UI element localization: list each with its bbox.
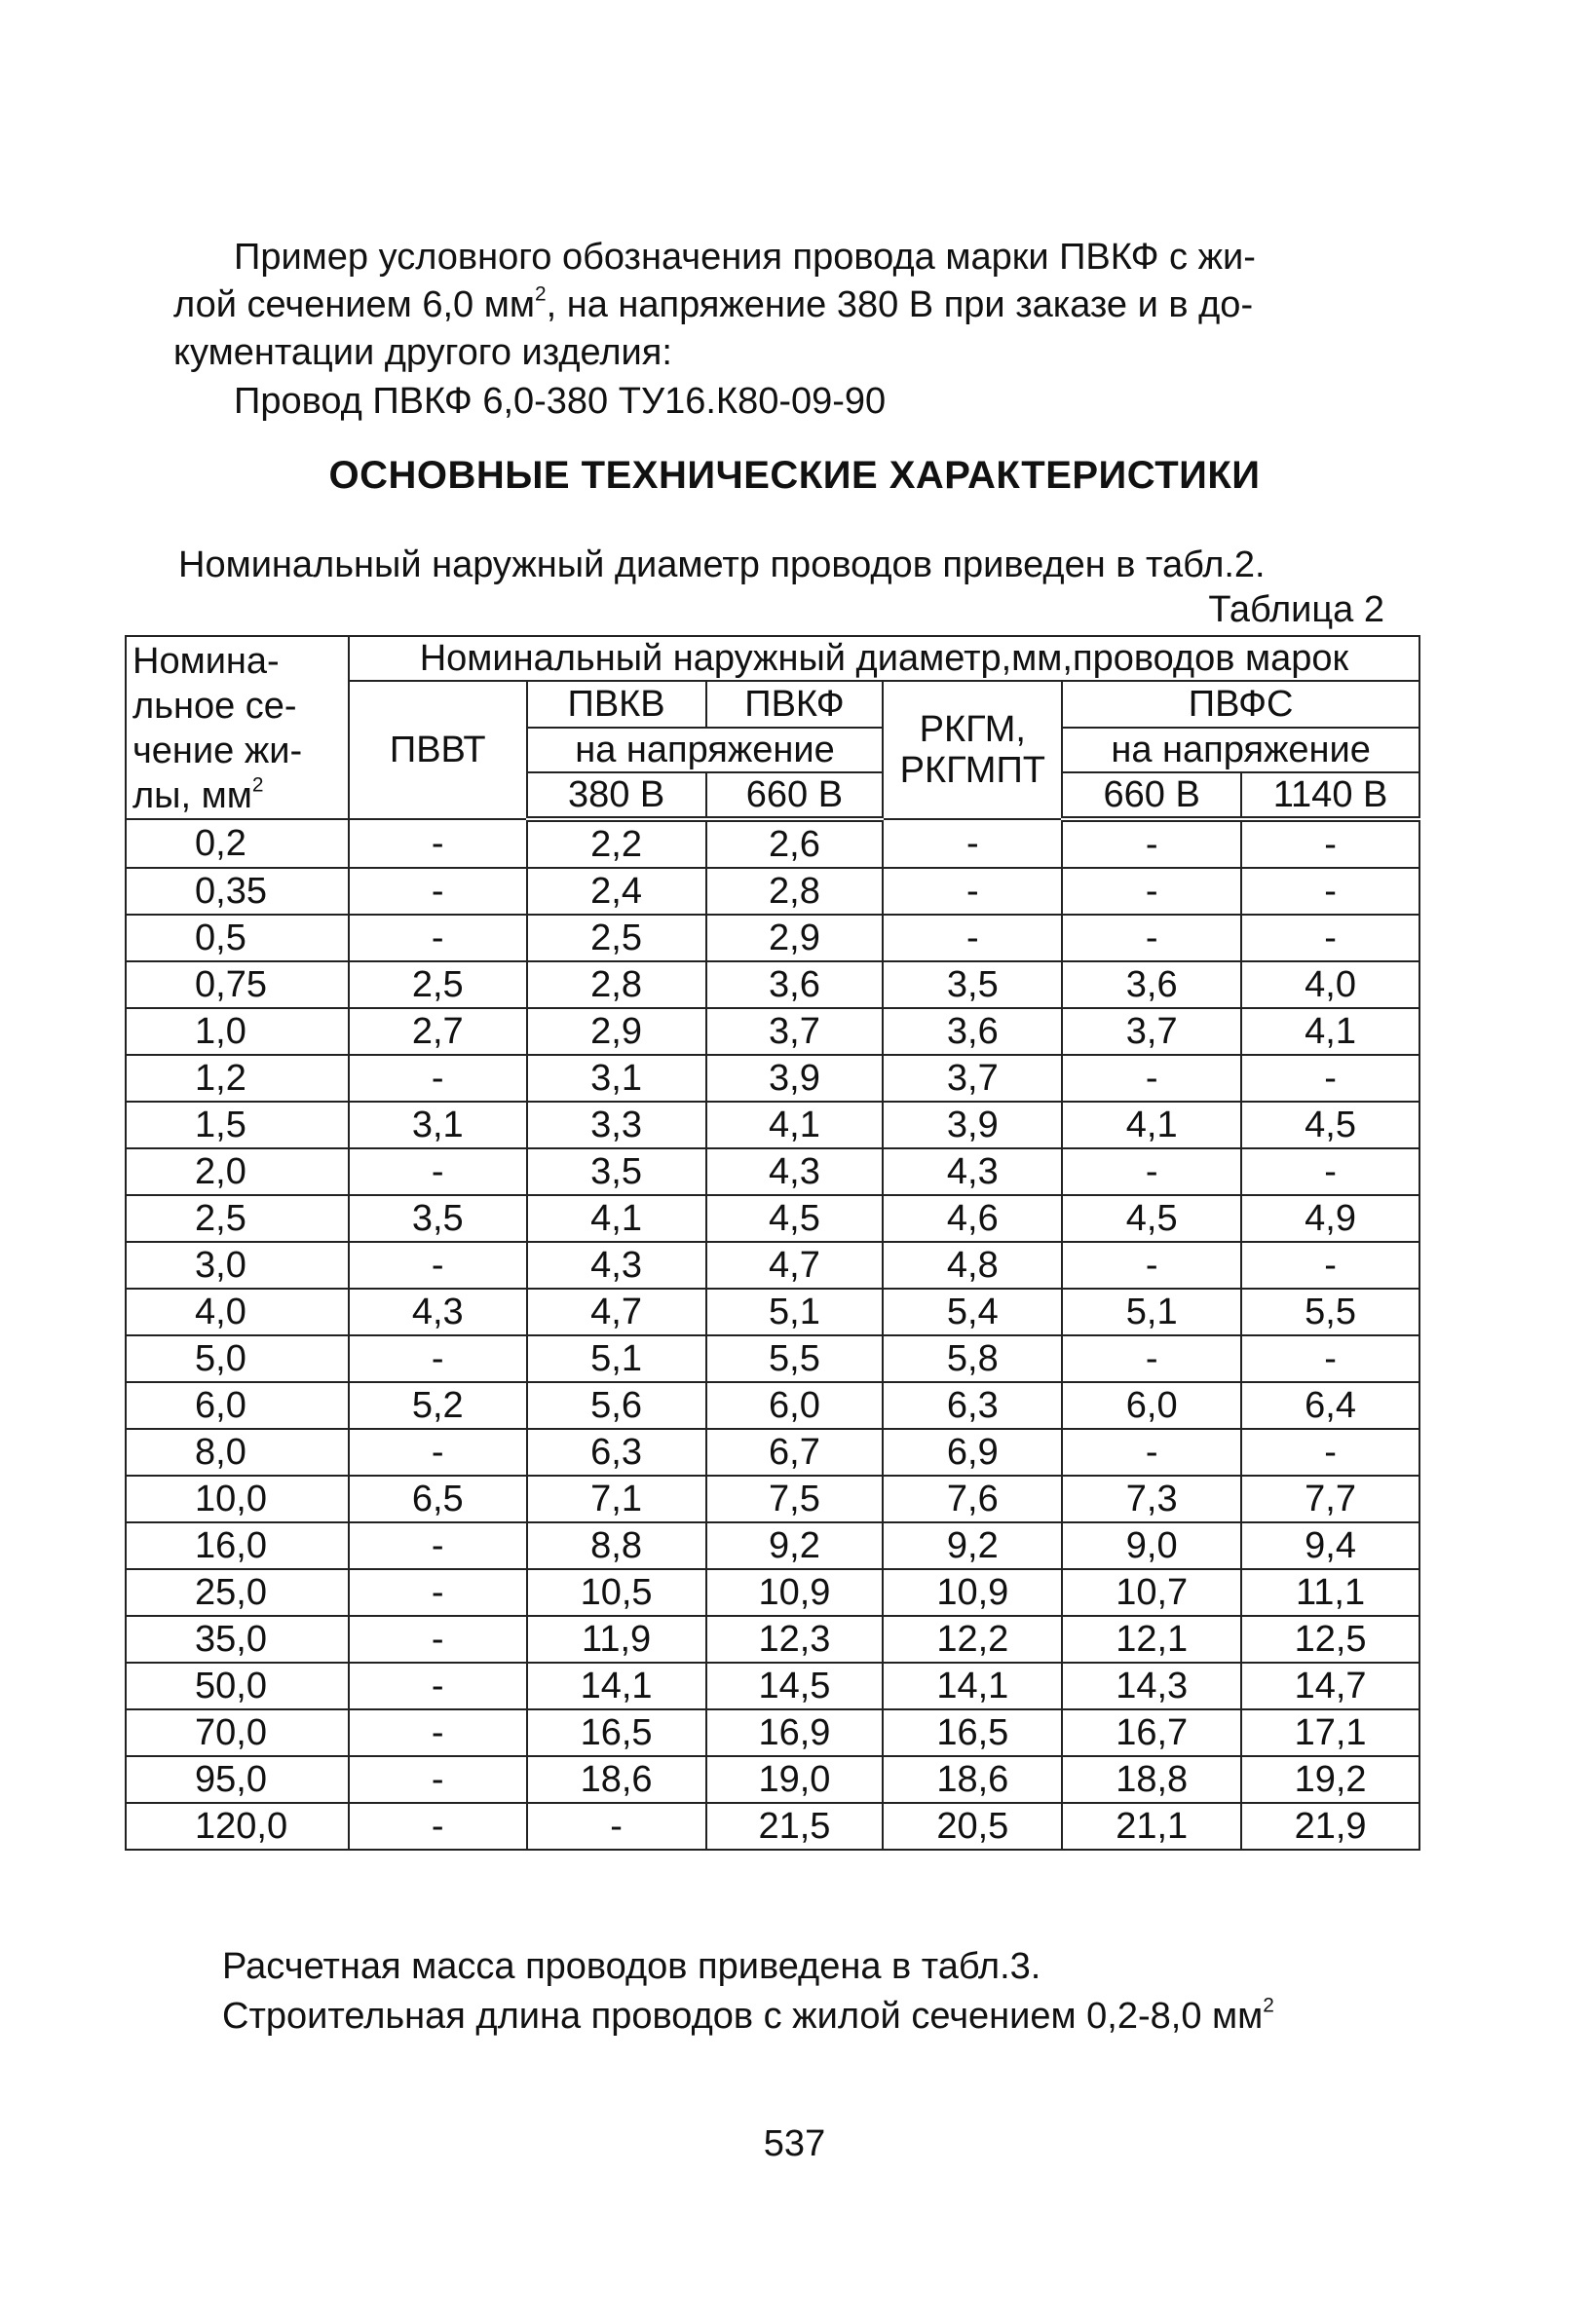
table-row [126, 868, 1419, 915]
example-paragraph-line-1: Пример условного обозначения провода марки ПВКФ с жи- [234, 237, 1256, 278]
diameter-cell: 3,5 [527, 1148, 706, 1195]
diameter-cell: - [349, 1429, 527, 1476]
bottom-line-2 [222, 1993, 1274, 2041]
diameter-cell: 3,3 [527, 1102, 706, 1148]
cross-section-cell: 10,0 [126, 1476, 349, 1522]
diameter-cell: - [349, 819, 527, 868]
superscript: 2 [251, 773, 264, 797]
cross-section-cell: 2,0 [126, 1148, 349, 1195]
diameter-cell: 2,8 [706, 868, 884, 915]
diameter-cell: - [1062, 1055, 1241, 1102]
diameter-cell: 6,4 [1241, 1382, 1419, 1429]
diameter-cell: 14,3 [1062, 1663, 1241, 1709]
diameter-cell: 4,3 [883, 1148, 1062, 1195]
cross-section-cell: 5,0 [126, 1335, 349, 1382]
diameter-cell: - [883, 915, 1062, 961]
diameter-cell: - [349, 1242, 527, 1289]
cross-section-cell: 0,75 [126, 961, 349, 1008]
diameter-cell: - [349, 1055, 527, 1102]
table-row [126, 1289, 1419, 1335]
header-voltage-pvkv-pvkf: на напряжение [527, 728, 884, 772]
diameter-cell: 3,7 [706, 1008, 884, 1055]
diameter-cell: 14,1 [527, 1663, 706, 1709]
diameter-cell: 12,1 [1062, 1616, 1241, 1663]
diameter-cell: - [349, 1616, 527, 1663]
header-380v: 380 В [527, 772, 706, 819]
cross-section-cell: 120,0 [126, 1803, 349, 1850]
diameter-cell: 21,5 [706, 1803, 884, 1850]
diameter-cell: - [1241, 1148, 1419, 1195]
diameter-cell: - [1241, 1242, 1419, 1289]
table-row [126, 1195, 1419, 1242]
diameter-cell: - [1062, 915, 1241, 961]
diameter-cell: - [1241, 1429, 1419, 1476]
diameter-cell: 21,1 [1062, 1803, 1241, 1850]
cross-section-cell: 70,0 [126, 1709, 349, 1756]
diameter-cell: 6,9 [883, 1429, 1062, 1476]
diameter-cell: 6,7 [706, 1429, 884, 1476]
header-pvvt: ПВВТ [349, 681, 527, 819]
table-row [126, 1522, 1419, 1569]
cross-section-cell: 3,0 [126, 1242, 349, 1289]
diameter-cell: 5,2 [349, 1382, 527, 1429]
cross-section-cell: 0,5 [126, 915, 349, 961]
cross-section-cell: 6,0 [126, 1382, 349, 1429]
diameter-cell: 5,5 [706, 1335, 884, 1382]
page-number: 537 [763, 2123, 826, 2164]
diameter-cell: 5,8 [883, 1335, 1062, 1382]
diameter-cell: - [349, 1569, 527, 1616]
diameter-cell: 12,3 [706, 1616, 884, 1663]
diameter-cell: - [349, 1756, 527, 1803]
diameter-cell: 9,2 [706, 1522, 884, 1569]
diameter-cell: 17,1 [1241, 1709, 1419, 1756]
diameter-cell: 10,7 [1062, 1569, 1241, 1616]
diameter-cell: 4,1 [527, 1195, 706, 1242]
cross-section-cell: 50,0 [126, 1663, 349, 1709]
diameter-cell: 4,1 [1241, 1008, 1419, 1055]
table-row [126, 1055, 1419, 1102]
diameter-cell: - [1062, 819, 1241, 868]
diameter-cell: 4,3 [349, 1289, 527, 1335]
header-pvkv: ПВКВ [527, 681, 706, 728]
cross-section-cell: 2,5 [126, 1195, 349, 1242]
table-row [126, 961, 1419, 1008]
diameter-cell: - [349, 915, 527, 961]
diameter-cell: 5,1 [527, 1335, 706, 1382]
diameter-cell: - [1241, 1055, 1419, 1102]
cross-section-cell: 0,35 [126, 868, 349, 915]
diameter-cell: - [1062, 1429, 1241, 1476]
section-title: ОСНОВНЫЕ ТЕХНИЧЕСКИЕ ХАРАКТЕРИСТИКИ [328, 454, 1261, 497]
diameter-cell: - [349, 1709, 527, 1756]
table-row [126, 819, 1419, 868]
diameter-cell: - [1241, 1335, 1419, 1382]
diameter-cell: - [883, 868, 1062, 915]
example-paragraph-line-2 [173, 281, 1253, 329]
designation-example: Провод ПВКФ 6,0-380 ТУ16.К80-09-90 [234, 381, 887, 422]
diameter-cell: 18,8 [1062, 1756, 1241, 1803]
diameter-cell: 4,3 [527, 1242, 706, 1289]
table-row [126, 1335, 1419, 1382]
line-2-text-end: , на напряжение 380 В при заказе и в до- [546, 284, 1254, 325]
table-number: Таблица 2 [1208, 589, 1384, 630]
diameter-cell: 6,0 [706, 1382, 884, 1429]
diameter-cell: 16,9 [706, 1709, 884, 1756]
bottom-line-1: Расчетная масса проводов приведена в табл.3. [222, 1946, 1041, 1987]
diameter-cell: 6,5 [349, 1476, 527, 1522]
diameter-cell: 5,1 [706, 1289, 884, 1335]
table-row [126, 1382, 1419, 1429]
diameter-cell: 3,7 [1062, 1008, 1241, 1055]
diameter-cell: - [1062, 1335, 1241, 1382]
diameter-cell: 12,5 [1241, 1616, 1419, 1663]
diameter-cell: - [1062, 1242, 1241, 1289]
diameter-cell: 2,9 [527, 1008, 706, 1055]
table-row [126, 1429, 1419, 1476]
diameter-cell: 2,9 [706, 915, 884, 961]
diameter-cell: 14,5 [706, 1663, 884, 1709]
diameter-cell: 7,7 [1241, 1476, 1419, 1522]
diameter-cell: 2,7 [349, 1008, 527, 1055]
diameter-cell: 6,0 [1062, 1382, 1241, 1429]
table-row [126, 915, 1419, 961]
line-2-text: лой сечением 6,0 мм [173, 284, 535, 325]
diameter-cell: 2,5 [349, 961, 527, 1008]
header-rkgm: РКГМ, РКГМПТ [883, 681, 1062, 819]
cross-section-cell: 95,0 [126, 1756, 349, 1803]
cross-section-cell: 1,5 [126, 1102, 349, 1148]
table-row [126, 1008, 1419, 1055]
diameter-cell: 11,1 [1241, 1569, 1419, 1616]
diameter-cell: - [1241, 868, 1419, 915]
table-row [126, 1709, 1419, 1756]
diameter-cell: - [1241, 819, 1419, 868]
table-row [126, 1756, 1419, 1803]
diameter-cell: 3,5 [883, 961, 1062, 1008]
table-row [126, 1569, 1419, 1616]
diameter-cell: 10,9 [706, 1569, 884, 1616]
superscript: 2 [534, 282, 547, 306]
diameter-cell: 7,6 [883, 1476, 1062, 1522]
diameter-cell: 4,8 [883, 1242, 1062, 1289]
diameter-cell: 4,3 [706, 1148, 884, 1195]
diameter-cell: - [1062, 1148, 1241, 1195]
diameter-cell: 10,5 [527, 1569, 706, 1616]
diameter-cell: 4,1 [706, 1102, 884, 1148]
table-row [126, 1476, 1419, 1522]
diameter-cell: 21,9 [1241, 1803, 1419, 1850]
diameter-cell: 16,7 [1062, 1709, 1241, 1756]
diameter-cell: 4,7 [706, 1242, 884, 1289]
diameter-cell: 7,5 [706, 1476, 884, 1522]
superscript: 2 [1263, 1994, 1274, 2017]
diameter-cell: 3,6 [706, 961, 884, 1008]
cross-section-cell: 4,0 [126, 1289, 349, 1335]
diameter-cell: 2,5 [527, 915, 706, 961]
diameter-cell: 8,8 [527, 1522, 706, 1569]
diameter-cell: 6,3 [883, 1382, 1062, 1429]
diameter-cell: 10,9 [883, 1569, 1062, 1616]
diameter-cell: 3,5 [349, 1195, 527, 1242]
diameter-cell: 7,3 [1062, 1476, 1241, 1522]
diameter-cell: - [883, 819, 1062, 868]
diameter-group-header: Номинальный наружный диаметр,мм,проводов марок [349, 636, 1419, 681]
diameter-cell: - [349, 1335, 527, 1382]
diameter-cell: 2,2 [527, 819, 706, 868]
diameter-cell: 3,6 [1062, 961, 1241, 1008]
diameter-cell: 4,9 [1241, 1195, 1419, 1242]
cross-section-cell: 1,2 [126, 1055, 349, 1102]
diameter-cell: 3,1 [349, 1102, 527, 1148]
table-intro: Номинальный наружный диаметр проводов приведен в табл.2. [178, 544, 1266, 585]
diameter-cell: 9,4 [1241, 1522, 1419, 1569]
cross-section-cell: 25,0 [126, 1569, 349, 1616]
bottom-line-2-text: Строительная длина проводов с жилой сечением 0,2-8,0 мм [222, 1996, 1264, 2037]
diameter-cell: 9,0 [1062, 1522, 1241, 1569]
diameter-cell: - [527, 1803, 706, 1850]
diameter-cell: 4,7 [527, 1289, 706, 1335]
table-row [126, 1102, 1419, 1148]
diameter-cell: - [349, 1803, 527, 1850]
diameter-cell: 4,5 [1062, 1195, 1241, 1242]
diameter-cell: 7,1 [527, 1476, 706, 1522]
diameter-cell: 14,7 [1241, 1663, 1419, 1709]
table-row [126, 1803, 1419, 1850]
cross-section-cell: 16,0 [126, 1522, 349, 1569]
diameter-cell: 4,5 [1241, 1102, 1419, 1148]
table-row [126, 1242, 1419, 1289]
table-body [126, 819, 1419, 1850]
diameter-cell: 5,5 [1241, 1289, 1419, 1335]
diameter-cell: - [349, 1148, 527, 1195]
cross-section-cell: 0,2 [126, 819, 349, 868]
diameter-cell: 18,6 [883, 1756, 1062, 1803]
diameter-cell: - [349, 1522, 527, 1569]
header-voltage-pvfs: на напряжение [1062, 728, 1419, 772]
diameter-cell: 19,0 [706, 1756, 884, 1803]
diameter-cell: 3,9 [706, 1055, 884, 1102]
diameter-cell: 6,3 [527, 1429, 706, 1476]
diameter-cell: 4,1 [1062, 1102, 1241, 1148]
cross-section-header [126, 636, 349, 819]
diameter-cell: 19,2 [1241, 1756, 1419, 1803]
diameter-cell: 11,9 [527, 1616, 706, 1663]
diameter-table [125, 635, 1420, 1851]
diameter-cell: 4,6 [883, 1195, 1062, 1242]
diameter-cell: 5,6 [527, 1382, 706, 1429]
diameter-cell: 2,4 [527, 868, 706, 915]
header-pvkf: ПВКФ [706, 681, 884, 728]
diameter-cell: 2,8 [527, 961, 706, 1008]
example-paragraph-line-3: кументации другого изделия: [173, 332, 672, 373]
diameter-cell: 3,1 [527, 1055, 706, 1102]
header-660v-pvfs: 660 В [1062, 772, 1241, 819]
diameter-cell: 3,7 [883, 1055, 1062, 1102]
diameter-cell: 5,1 [1062, 1289, 1241, 1335]
table-header [126, 636, 1419, 819]
cross-section-cell: 35,0 [126, 1616, 349, 1663]
table-row [126, 1616, 1419, 1663]
diameter-cell: - [349, 1663, 527, 1709]
table-row [126, 1663, 1419, 1709]
diameter-cell: 18,6 [527, 1756, 706, 1803]
cross-section-cell: 1,0 [126, 1008, 349, 1055]
table-row [126, 1148, 1419, 1195]
diameter-cell: 3,9 [883, 1102, 1062, 1148]
header-660v: 660 В [706, 772, 884, 819]
cross-section-header-text: Номина-льное се-чение жи-лы, мм [132, 641, 303, 816]
diameter-cell: - [1062, 868, 1241, 915]
diameter-cell: 5,4 [883, 1289, 1062, 1335]
diameter-cell: 14,1 [883, 1663, 1062, 1709]
diameter-cell: 16,5 [527, 1709, 706, 1756]
diameter-cell: 20,5 [883, 1803, 1062, 1850]
diameter-cell: 16,5 [883, 1709, 1062, 1756]
header-pvfs: ПВФС [1062, 681, 1419, 728]
diameter-cell: 2,6 [706, 819, 884, 868]
diameter-cell: 4,5 [706, 1195, 884, 1242]
diameter-cell: 9,2 [883, 1522, 1062, 1569]
header-1140v: 1140 В [1241, 772, 1419, 819]
diameter-cell: 3,6 [883, 1008, 1062, 1055]
diameter-cell: 12,2 [883, 1616, 1062, 1663]
cross-section-cell: 8,0 [126, 1429, 349, 1476]
diameter-cell: - [1241, 915, 1419, 961]
diameter-cell: - [349, 868, 527, 915]
diameter-cell: 4,0 [1241, 961, 1419, 1008]
